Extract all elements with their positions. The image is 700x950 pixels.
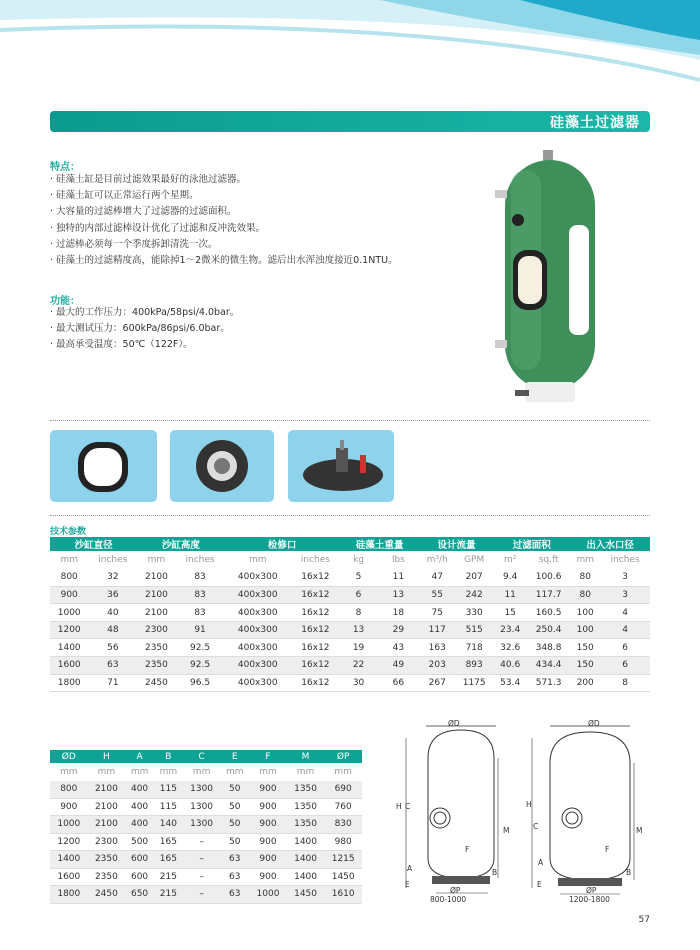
table-cell: 4 bbox=[600, 621, 650, 639]
table-cell: 400x300 bbox=[224, 657, 291, 675]
table-cell: 100 bbox=[570, 621, 600, 639]
table-cell: 2450 bbox=[88, 886, 126, 904]
table-row bbox=[50, 604, 650, 622]
table-cell: 2100 bbox=[137, 586, 175, 604]
table-cell: 9.4 bbox=[493, 569, 527, 587]
unit-cell: inches bbox=[300, 554, 330, 565]
table-cell: 400x300 bbox=[224, 604, 291, 622]
header-cell: B bbox=[154, 750, 183, 763]
table-cell: 140 bbox=[154, 816, 183, 834]
table-cell: 1610 bbox=[324, 886, 362, 904]
table-cell: 75 bbox=[420, 604, 455, 622]
thumbnail-flange bbox=[170, 430, 274, 502]
table-cell: 32.6 bbox=[493, 639, 527, 657]
col-group: 出入水口径 bbox=[570, 537, 650, 551]
table-cell: 1000 bbox=[249, 886, 287, 904]
table-cell: 980 bbox=[324, 833, 362, 851]
table-cell: 1400 bbox=[287, 833, 325, 851]
header-cell: ØD bbox=[50, 750, 88, 763]
table-cell: 900 bbox=[249, 798, 287, 816]
table-cell: 600 bbox=[125, 851, 154, 869]
table-cell: 600 bbox=[125, 868, 154, 886]
page-title: 硅藻土过滤器 bbox=[550, 115, 640, 131]
table-cell: 11 bbox=[377, 569, 419, 587]
table-cell: 1000 bbox=[50, 604, 88, 622]
table-cell: – bbox=[183, 868, 221, 886]
table-cell: 242 bbox=[455, 586, 493, 604]
thumbnail-valve bbox=[288, 430, 394, 502]
table-cell: 2350 bbox=[88, 868, 126, 886]
header-banner bbox=[0, 0, 700, 100]
table-cell: 19 bbox=[340, 639, 377, 657]
table-cell: 800 bbox=[50, 781, 88, 799]
table-cell: 40 bbox=[88, 604, 137, 622]
unit-cell: mm bbox=[296, 766, 315, 777]
table-cell: 22 bbox=[340, 657, 377, 675]
table-cell: 1800 bbox=[50, 674, 88, 692]
features-list bbox=[50, 172, 398, 269]
table-cell: 1450 bbox=[287, 886, 325, 904]
unit-cell: GPM bbox=[464, 554, 485, 565]
table-cell: 434.4 bbox=[527, 657, 570, 675]
table-cell: – bbox=[183, 833, 221, 851]
table-cell: 83 bbox=[176, 604, 225, 622]
table-cell: 1350 bbox=[287, 781, 325, 799]
unit-cell: mm bbox=[576, 554, 594, 565]
table-cell: 400x300 bbox=[224, 569, 291, 587]
table-cell: 215 bbox=[154, 868, 183, 886]
table-cell: 11 bbox=[493, 586, 527, 604]
table-cell: 400x300 bbox=[224, 639, 291, 657]
table-cell: 5 bbox=[340, 569, 377, 587]
table-cell: 63 bbox=[220, 868, 249, 886]
table-cell: 6 bbox=[340, 586, 377, 604]
diagram-label: B bbox=[626, 868, 632, 877]
table-row bbox=[50, 569, 650, 587]
unit-cell: m³/h bbox=[426, 554, 448, 565]
table-cell: 1350 bbox=[287, 798, 325, 816]
diagram-label: H bbox=[526, 800, 532, 809]
table-cell: 760 bbox=[324, 798, 362, 816]
table-row bbox=[50, 781, 362, 799]
table-cell: 2300 bbox=[88, 833, 126, 851]
diagram-label: E bbox=[537, 880, 542, 889]
table-cell: 200 bbox=[570, 674, 600, 692]
table-row bbox=[50, 833, 362, 851]
table-cell: 49 bbox=[377, 657, 419, 675]
diagram-label: ØD bbox=[588, 719, 600, 728]
table-cell: 160.5 bbox=[527, 604, 570, 622]
table-cell: 900 bbox=[50, 798, 88, 816]
table-cell: 348.8 bbox=[527, 639, 570, 657]
table-cell: 50 bbox=[220, 781, 249, 799]
diagram-label: H bbox=[396, 802, 402, 811]
diagram-label: 1200-1800 bbox=[569, 895, 610, 904]
diagram-label: ØP bbox=[586, 886, 597, 895]
functions-heading: 功能： bbox=[50, 296, 80, 307]
header-cell: C bbox=[183, 750, 221, 763]
unit-cell: inches bbox=[610, 554, 640, 565]
unit-cell: mm bbox=[192, 766, 211, 777]
table-cell: 900 bbox=[249, 781, 287, 799]
table-cell: 893 bbox=[455, 657, 493, 675]
table-cell: 6 bbox=[600, 639, 650, 657]
table-cell: 900 bbox=[249, 833, 287, 851]
table-cell: 250.4 bbox=[527, 621, 570, 639]
table-cell: 91 bbox=[176, 621, 225, 639]
table-cell: 80 bbox=[570, 586, 600, 604]
table-cell: 1000 bbox=[50, 816, 88, 834]
table-cell: 1400 bbox=[50, 851, 88, 869]
unit-cell: mm bbox=[334, 766, 352, 777]
table-cell: 1400 bbox=[287, 851, 325, 869]
col-group: 检修口 bbox=[224, 537, 339, 551]
unit-cell: lbs bbox=[391, 554, 405, 565]
spec-heading: 技术参数 bbox=[50, 527, 87, 537]
unit-cell: mm bbox=[60, 554, 78, 565]
table-cell: 400 bbox=[125, 816, 154, 834]
table-cell: 50 bbox=[220, 798, 249, 816]
table-cell: 16x12 bbox=[291, 604, 340, 622]
feature-item: · 硅藻土缸可以正常运行两个星期。 bbox=[50, 188, 398, 204]
table-row bbox=[50, 674, 650, 692]
table-cell: 207 bbox=[455, 569, 493, 587]
diagram-label: 800-1000 bbox=[430, 895, 467, 904]
table-cell: 500 bbox=[125, 833, 154, 851]
table-cell: 6 bbox=[600, 657, 650, 675]
table-row bbox=[50, 851, 362, 869]
table-cell: 63 bbox=[220, 851, 249, 869]
table-cell: 1400 bbox=[287, 868, 325, 886]
unit-cell: inches bbox=[98, 554, 128, 565]
table-cell: 1175 bbox=[455, 674, 493, 692]
table-cell: 718 bbox=[455, 639, 493, 657]
table-cell: 16x12 bbox=[291, 674, 340, 692]
table-cell: 2100 bbox=[88, 816, 126, 834]
table-cell: 150 bbox=[570, 657, 600, 675]
table-cell: 53.4 bbox=[493, 674, 527, 692]
table-cell: 56 bbox=[88, 639, 137, 657]
table-cell: 165 bbox=[154, 851, 183, 869]
header-cell: A bbox=[125, 750, 154, 763]
table-cell: 1200 bbox=[50, 833, 88, 851]
unit-cell: mm bbox=[97, 766, 116, 777]
table-cell: 1300 bbox=[183, 798, 221, 816]
table-cell: 163 bbox=[420, 639, 455, 657]
table-cell: 117 bbox=[420, 621, 455, 639]
table-row bbox=[50, 586, 650, 604]
table-row bbox=[50, 868, 362, 886]
diagram-label: F bbox=[605, 845, 610, 854]
table-cell: 2100 bbox=[88, 798, 126, 816]
diagram-label: E bbox=[405, 880, 410, 889]
unit-cell: sq.ft bbox=[538, 554, 559, 565]
table-cell: 2350 bbox=[137, 657, 175, 675]
functions-list bbox=[50, 305, 239, 354]
table-row bbox=[50, 639, 650, 657]
diagram-label: C bbox=[533, 822, 539, 831]
features-heading: 特点： bbox=[50, 162, 80, 173]
diagram-label: C bbox=[405, 802, 411, 811]
table-cell: 43 bbox=[377, 639, 419, 657]
table-cell: 2100 bbox=[88, 781, 126, 799]
table-cell: 16x12 bbox=[291, 657, 340, 675]
dimension-table bbox=[50, 750, 362, 904]
function-item: · 最大的工作压力：400kPa/58psi/4.0bar。 bbox=[50, 305, 239, 321]
table-cell: 15 bbox=[493, 604, 527, 622]
table-cell: 100 bbox=[570, 604, 600, 622]
unit-cell: mm bbox=[248, 554, 267, 565]
table-cell: 18 bbox=[377, 604, 419, 622]
table-cell: 36 bbox=[88, 586, 137, 604]
table-cell: 2300 bbox=[137, 621, 175, 639]
header-cell: H bbox=[88, 750, 126, 763]
table-cell: 900 bbox=[50, 586, 88, 604]
table-cell: 1300 bbox=[183, 781, 221, 799]
table-row bbox=[50, 621, 650, 639]
table-cell: 16x12 bbox=[291, 586, 340, 604]
feature-item: · 独特的内部过滤棒设计优化了过滤和反冲洗效果。 bbox=[50, 221, 398, 237]
table-cell: 800 bbox=[50, 569, 88, 587]
table-cell: 515 bbox=[455, 621, 493, 639]
table-row bbox=[50, 798, 362, 816]
col-group: 硅藻土重量 bbox=[340, 537, 420, 551]
table-cell: 150 bbox=[570, 639, 600, 657]
diagram-label: M bbox=[503, 826, 510, 835]
filter-tank-photo bbox=[485, 150, 615, 410]
table-cell: – bbox=[183, 886, 221, 904]
table-cell: 400x300 bbox=[224, 674, 291, 692]
feature-item: · 过滤棒必须每一个季度拆卸清洗一次。 bbox=[50, 237, 398, 253]
diagram-label: ØD bbox=[448, 719, 460, 728]
thumbnail-manhole-cover bbox=[50, 430, 157, 502]
table-cell: – bbox=[183, 851, 221, 869]
table-cell: 165 bbox=[154, 833, 183, 851]
table-cell: 900 bbox=[249, 868, 287, 886]
page-number: 57 bbox=[638, 915, 650, 925]
feature-item: · 硅藻土缸是目前过滤效果最好的泳池过滤器。 bbox=[50, 172, 398, 188]
unit-cell: mm bbox=[60, 766, 78, 777]
unit-cell: mm bbox=[226, 766, 244, 777]
table-cell: 83 bbox=[176, 569, 225, 587]
table-cell: 23.4 bbox=[493, 621, 527, 639]
table-cell: 50 bbox=[220, 816, 249, 834]
table-cell: 203 bbox=[420, 657, 455, 675]
table-cell: 1350 bbox=[287, 816, 325, 834]
table-cell: 1200 bbox=[50, 621, 88, 639]
table-cell: 16x12 bbox=[291, 639, 340, 657]
table-cell: 2350 bbox=[137, 639, 175, 657]
table-cell: 650 bbox=[125, 886, 154, 904]
table-cell: 571.3 bbox=[527, 674, 570, 692]
table-cell: 8 bbox=[600, 674, 650, 692]
col-group: 过滤面积 bbox=[493, 537, 570, 551]
table-cell: 13 bbox=[340, 621, 377, 639]
table-cell: 690 bbox=[324, 781, 362, 799]
col-group: 设计流量 bbox=[420, 537, 494, 551]
table-cell: 117.7 bbox=[527, 586, 570, 604]
table-cell: 92.5 bbox=[176, 639, 225, 657]
table-cell: 29 bbox=[377, 621, 419, 639]
table-cell: 830 bbox=[324, 816, 362, 834]
table-cell: 16x12 bbox=[291, 569, 340, 587]
divider bbox=[50, 515, 650, 516]
table-cell: 2100 bbox=[137, 569, 175, 587]
table-cell: 2100 bbox=[137, 604, 175, 622]
table-cell: 13 bbox=[377, 586, 419, 604]
table-cell: 2450 bbox=[137, 674, 175, 692]
unit-cell: mm bbox=[259, 766, 277, 777]
title-bar bbox=[50, 111, 650, 132]
table-cell: 115 bbox=[154, 781, 183, 799]
table-cell: 330 bbox=[455, 604, 493, 622]
table-cell: 47 bbox=[420, 569, 455, 587]
unit-cell: m² bbox=[504, 554, 517, 565]
col-group: 沙缸直径 bbox=[50, 537, 137, 551]
table-cell: 30 bbox=[340, 674, 377, 692]
divider bbox=[50, 420, 650, 421]
feature-item: · 大容量的过滤棒增大了过滤器的过滤面积。 bbox=[50, 204, 398, 220]
table-row bbox=[50, 657, 650, 675]
unit-cell: mm bbox=[147, 554, 166, 565]
table-cell: 3 bbox=[600, 586, 650, 604]
diagram-label: A bbox=[407, 864, 413, 873]
table-cell: 1800 bbox=[50, 886, 88, 904]
table-cell: 400x300 bbox=[224, 621, 291, 639]
table-cell: 900 bbox=[249, 816, 287, 834]
diagram-label: ØP bbox=[450, 886, 461, 895]
dimension-header-row bbox=[50, 750, 362, 763]
table-cell: 1450 bbox=[324, 868, 362, 886]
col-group: 沙缸高度 bbox=[137, 537, 224, 551]
table-cell: 2350 bbox=[88, 851, 126, 869]
function-item: · 最高承受温度：50℃（122F）。 bbox=[50, 337, 239, 353]
table-cell: 900 bbox=[249, 851, 287, 869]
diagram-label: A bbox=[538, 858, 544, 867]
table-cell: 48 bbox=[88, 621, 137, 639]
table-cell: 8 bbox=[340, 604, 377, 622]
table-cell: 32 bbox=[88, 569, 137, 587]
table-cell: 63 bbox=[88, 657, 137, 675]
table-cell: 55 bbox=[420, 586, 455, 604]
table-row bbox=[50, 886, 362, 904]
header-cell: ØP bbox=[324, 750, 362, 763]
table-cell: 215 bbox=[154, 886, 183, 904]
table-cell: 400x300 bbox=[224, 586, 291, 604]
table-cell: 63 bbox=[220, 886, 249, 904]
table-cell: 400 bbox=[125, 798, 154, 816]
spec-table bbox=[50, 537, 650, 692]
table-cell: 115 bbox=[154, 798, 183, 816]
table-cell: 40.6 bbox=[493, 657, 527, 675]
function-item: · 最大测试压力：600kPa/86psi/6.0bar。 bbox=[50, 321, 239, 337]
table-cell: 50 bbox=[220, 833, 249, 851]
table-cell: 96.5 bbox=[176, 674, 225, 692]
table-cell: 71 bbox=[88, 674, 137, 692]
diagram-label: M bbox=[636, 826, 643, 835]
table-cell: 1215 bbox=[324, 851, 362, 869]
table-cell: 1600 bbox=[50, 657, 88, 675]
unit-cell: mm bbox=[159, 766, 178, 777]
spec-units-row bbox=[50, 551, 650, 569]
diagram-label: B bbox=[492, 868, 498, 877]
spec-header-row bbox=[50, 537, 650, 551]
table-cell: 83 bbox=[176, 586, 225, 604]
table-cell: 80 bbox=[570, 569, 600, 587]
table-cell: 92.5 bbox=[176, 657, 225, 675]
unit-cell: mm bbox=[130, 766, 149, 777]
table-cell: 3 bbox=[600, 569, 650, 587]
header-cell: F bbox=[249, 750, 287, 763]
dimension-units-row bbox=[50, 763, 362, 781]
header-cell: E bbox=[220, 750, 249, 763]
diagram-label: F bbox=[465, 845, 470, 854]
table-cell: 16x12 bbox=[291, 621, 340, 639]
table-cell: 4 bbox=[600, 604, 650, 622]
table-cell: 1300 bbox=[183, 816, 221, 834]
table-cell: 1600 bbox=[50, 868, 88, 886]
unit-cell: kg bbox=[353, 554, 364, 565]
feature-item: · 硅藻土的过滤精度高，能除掉1～2微米的微生物。滤后出水浑浊度接近0.1NTU。 bbox=[50, 253, 398, 269]
table-cell: 400 bbox=[125, 781, 154, 799]
header-cell: M bbox=[287, 750, 325, 763]
table-cell: 1400 bbox=[50, 639, 88, 657]
unit-cell: inches bbox=[185, 554, 215, 565]
table-cell: 267 bbox=[420, 674, 455, 692]
table-cell: 100.6 bbox=[527, 569, 570, 587]
table-row bbox=[50, 816, 362, 834]
table-cell: 66 bbox=[377, 674, 419, 692]
